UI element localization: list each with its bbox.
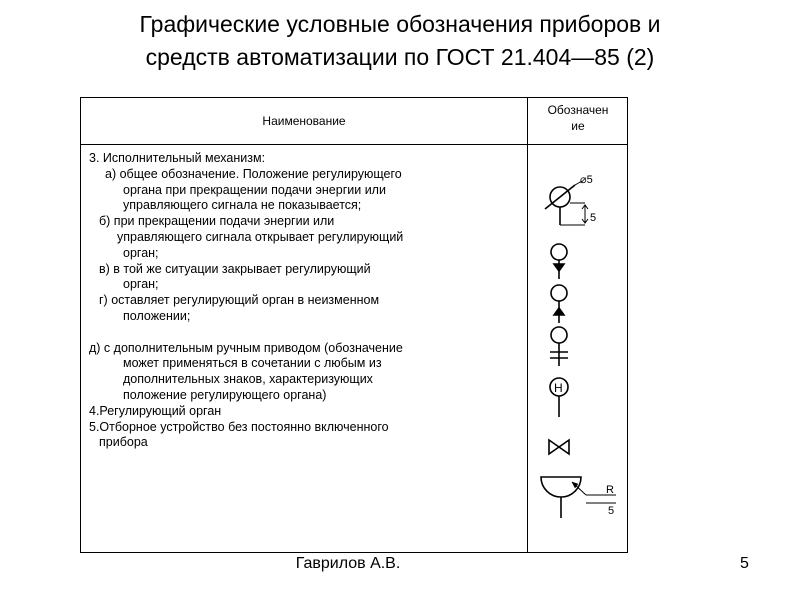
description-line: управляющего сигнала открывает регулирующий bbox=[117, 229, 404, 244]
description-line: может применяться в сочетании с любым из bbox=[123, 356, 382, 371]
description-line: положении; bbox=[123, 308, 191, 323]
control-valve-symbol bbox=[549, 440, 569, 454]
description-line: положение регулирующего органа) bbox=[123, 387, 327, 402]
description-line: 4.Регулирующий орган bbox=[89, 403, 222, 418]
description-line: управляющего сигнала не показывается; bbox=[123, 198, 362, 213]
description-line: в) в той же ситуации закрывает регулирующий bbox=[99, 261, 371, 276]
symbols-cell bbox=[528, 145, 628, 553]
actuator-opens-symbol bbox=[551, 244, 567, 279]
slide-title-line-1: Графические условные обозначения приборов и bbox=[139, 11, 661, 37]
description-line: г) оставляет регулирующий орган в неизменном bbox=[99, 293, 380, 308]
actuator-general-symbol bbox=[545, 174, 596, 225]
description-line: органа при прекращении подачи энергии или bbox=[123, 182, 386, 197]
header-symbol-line-2: ие bbox=[571, 119, 585, 133]
description-line: прибора bbox=[99, 435, 148, 450]
description-line: орган; bbox=[123, 245, 159, 260]
slide-title bbox=[40, 8, 760, 74]
description-line: а) общее обозначение. Положение регулирующего bbox=[105, 166, 402, 181]
description-cell bbox=[89, 151, 521, 451]
manual-drive-label: H bbox=[554, 381, 563, 395]
header-name: Наименование bbox=[262, 114, 346, 128]
description-line: б) при прекращении подачи энергии или bbox=[99, 214, 335, 229]
sampling-device-symbol bbox=[541, 477, 616, 518]
page-number: 5 bbox=[740, 555, 749, 572]
diameter-label: ⌀5 bbox=[580, 174, 593, 186]
header-symbol bbox=[528, 102, 628, 134]
description-line: 5.Отборное устройство без постоянно включенного bbox=[89, 419, 389, 434]
description-line: д) с дополнительным ручным приводом (обозначение bbox=[89, 340, 403, 355]
description-line: 3. Исполнительный механизм: bbox=[89, 151, 266, 165]
description-gap bbox=[89, 325, 521, 341]
actuator-manual-symbol bbox=[550, 378, 568, 417]
radius-label: R bbox=[606, 484, 614, 496]
footer-author: Гаврилов А.В. bbox=[295, 555, 401, 572]
actuator-stays-symbol bbox=[550, 327, 568, 366]
radius-value-label: 5 bbox=[608, 505, 615, 517]
actuator-closes-symbol bbox=[551, 285, 567, 323]
slide-title-line-2: средств автоматизации по ГОСТ 21.404—85 (2) bbox=[145, 44, 655, 70]
description-line: орган; bbox=[123, 277, 159, 292]
header-symbol-line-1: Обозначен bbox=[547, 103, 609, 117]
gost-symbols-table bbox=[80, 97, 628, 553]
description-line: дополнительных знаков, характеризующих bbox=[123, 372, 373, 387]
height-label: 5 bbox=[590, 212, 597, 224]
